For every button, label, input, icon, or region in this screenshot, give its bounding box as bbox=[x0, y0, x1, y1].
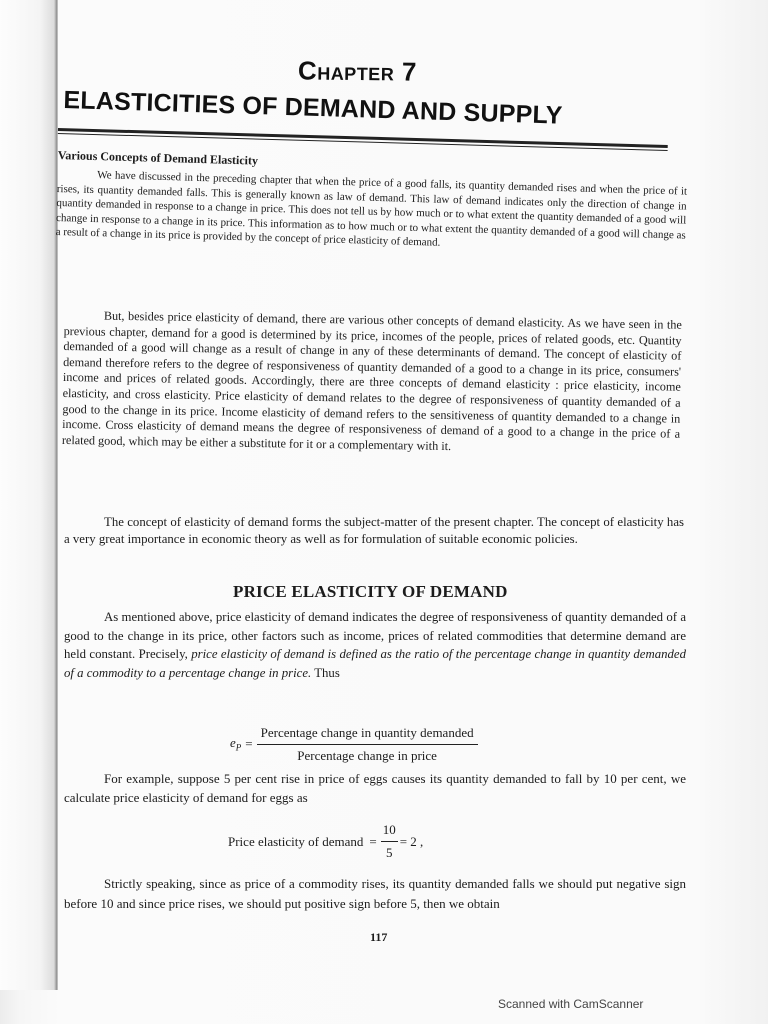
formula-result: = 2 , bbox=[399, 833, 424, 849]
elasticity-formula bbox=[230, 722, 478, 766]
formula-subscript: P bbox=[235, 742, 242, 753]
formula-label: Price elasticity of demand bbox=[228, 833, 364, 849]
example-formula bbox=[228, 822, 423, 861]
formula-denominator: 5 bbox=[385, 845, 393, 860]
page-number: 117 bbox=[370, 930, 388, 944]
page-content bbox=[55, 0, 688, 990]
formula-numerator: 10 bbox=[381, 822, 398, 842]
definition-text: price elasticity of demand is defined as the ratio of the percentage change in quantity demanded of a commodity to a percentage change in price. bbox=[64, 647, 686, 680]
paragraph-text: As mentioned above, price elasticity of demand indicates the degree of responsiveness of quantity demanded of a good to the change in its price, other factors such as income, prices of related commodities that determine demand are held constant. Precisely, bbox=[64, 610, 686, 662]
section-price-elasticity bbox=[64, 608, 686, 682]
formula-numerator: Percentage change in quantity demanded bbox=[257, 725, 478, 745]
chapter-title: ELASTICITIES OF DEMAND AND SUPPLY bbox=[63, 86, 564, 130]
section-other-concepts bbox=[62, 308, 682, 458]
section-heading: PRICE ELASTICITY OF DEMAND bbox=[233, 582, 508, 601]
title-rule bbox=[58, 128, 668, 151]
formula-symbol-letter: e bbox=[230, 735, 236, 751]
formula-equals: = bbox=[369, 833, 377, 849]
formula-fraction bbox=[257, 725, 478, 764]
paragraph-text: Thus bbox=[311, 665, 340, 680]
closing-section bbox=[64, 874, 686, 913]
book-spine-shadow bbox=[0, 0, 58, 990]
paragraph bbox=[64, 608, 686, 682]
formula-fraction bbox=[381, 822, 398, 861]
paragraph: We have discussed in the preceding chapter that when the price of a good falls, its quantity demanded rises and when the price of it rises, its quantity demanded falls. This is generally known as law of demand. This law of demand indicates only the direction of change in quantity demanded in response to a change in price. This does not tell us by how much or to what extent the quantity demanded of a good will change in response to a change in its price. This information as to how much or to what extent the quantity demanded of a good will change as a result of a change in its price is provided by the concept of price elasticity of demand. bbox=[55, 169, 688, 250]
formula-symbol bbox=[230, 735, 241, 753]
formula-denominator: Percentage change in price bbox=[297, 747, 437, 763]
paragraph: For example, suppose 5 per cent rise in price of eggs causes its quantity demanded to fall by 10 per cent, we calculate price elasticity of demand for eggs as bbox=[64, 771, 686, 805]
paragraph: Strictly speaking, since as price of a commodity rises, its quantity demanded falls we should put negative sign before 10 and since price rises, we should put positive sign before 5, then we obtain bbox=[64, 876, 686, 911]
paragraph: The concept of elasticity of demand forms the subject-matter of the present chapter. The concept of elasticity has a very great importance in economic theory as well as for formulation of suitable economic policies. bbox=[64, 515, 684, 546]
scanner-watermark: Scanned with CamScanner bbox=[498, 997, 644, 1011]
example-section bbox=[64, 770, 686, 807]
paragraph: But, besides price elasticity of demand, there are various other concepts of demand elasticity. As we have seen in the previous chapter, demand for a good is determined by its price, incomes of the people, prices of related goods, etc. Quantity demanded of a good will change as a result of change in any of these determinants of demand. The concept of elasticity of demand therefore refers to the degree of responsiveness of quantity demanded of a good to a change in its price, consumers' income and prices of related goods. Accordingly, there are three concepts of demand elasticity : price elasticity, income elasticity, and cross elasticity. Price elasticity of demand relates to the degree of responsiveness of quantity demanded of a good to the change in its price. Income elasticity of demand refers to the sensitiveness of quantity demanded to a change in income. Cross elasticity of demand means the degree of responsiveness of demand of a good to a change in the price of a related good, which may be either a substitute for it or a complementary with it. bbox=[61, 308, 682, 453]
chapter-label: Chapter 7 bbox=[297, 55, 418, 87]
section-subject-matter bbox=[64, 514, 684, 548]
formula-equals: = bbox=[245, 736, 253, 751]
section-subheading: Various Concepts of Demand Elasticity bbox=[57, 148, 259, 168]
section-demand-concepts bbox=[55, 148, 687, 258]
